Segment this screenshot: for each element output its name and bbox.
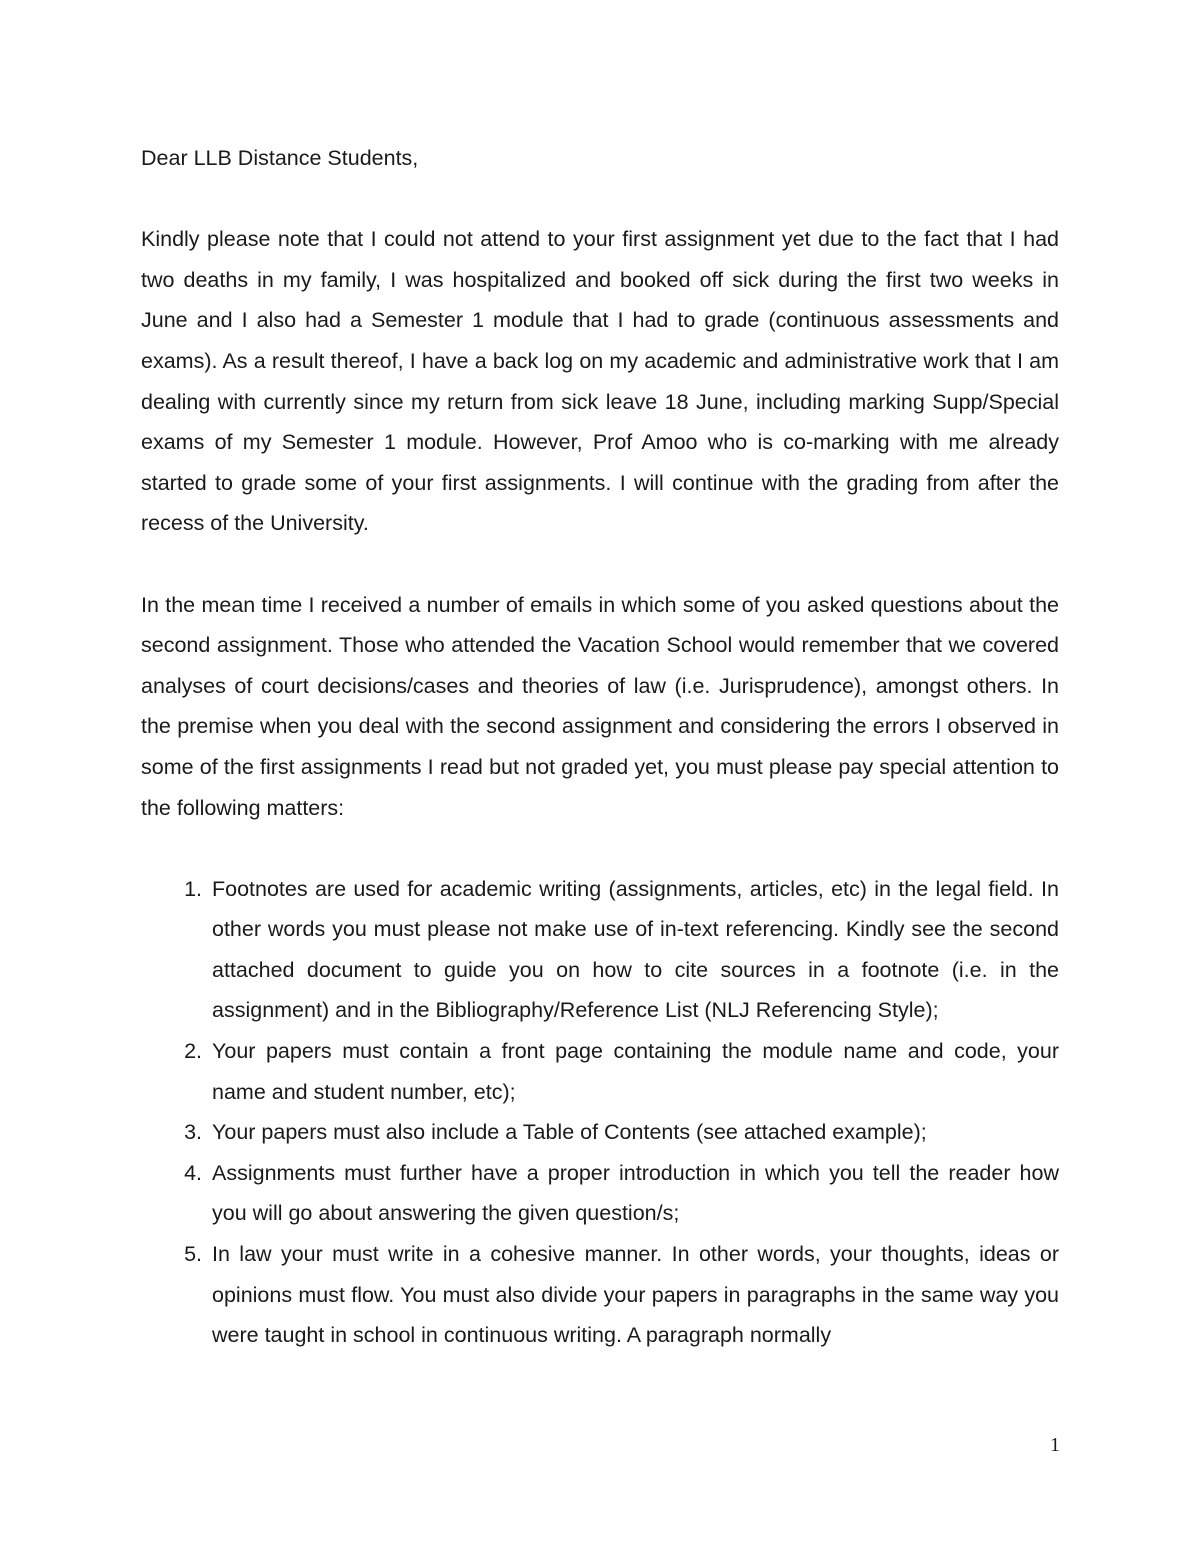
list-item-number: 3.	[184, 1120, 202, 1145]
page-number: 1	[1050, 1434, 1060, 1456]
list-item-text: In law your must write in a cohesive manner. In other words, your thoughts, ideas or opinions must flow. You must also divide your papers in paragraphs in the same way you were taught in school in continuous writing. A paragraph normally	[212, 1242, 1059, 1348]
list-item	[141, 869, 1059, 1031]
list-item-text: Footnotes are used for academic writing (assignments, articles, etc) in the legal field. In other words you must please not make use of in-text referencing. Kindly see the second attached document to guide you on how to cite sources in a footnote (i.e. in the assignment) and in the Bibliography/Reference List (NLJ Referencing Style);	[212, 876, 1059, 1023]
salutation: Dear LLB Distance Students,	[141, 146, 419, 170]
list-item-text: Your papers must also include a Table of Contents (see attached example);	[212, 1120, 927, 1145]
list-item-text: Your papers must contain a front page containing the module name and code, your name and student number, etc);	[212, 1039, 1059, 1104]
list-item-number: 5.	[184, 1242, 202, 1267]
list-item-number: 2.	[184, 1039, 202, 1064]
paragraph-second-assignment: In the mean time I received a number of emails in which some of you asked questions about the second assignment. Those who attended the Vacation School would remember that we covered analyses of court decisions/cases and theories of law (i.e. Jurisprudence), amongst others. In the premise when you deal with the second assignment and considering the errors I observed in some of the first assignments I read but not graded yet, you must please pay special attention to the following matters:	[141, 592, 1059, 820]
paragraph-assignment-delay: Kindly please note that I could not attend to your first assignment yet due to the fact that I had two deaths in my family, I was hospitalized and booked off sick during the first two weeks in June and I also had a Semester 1 module that I had to grade (continuous assessments and exams). As a result thereof, I have a back log on my academic and administrative work that I am dealing with currently since my return from sick leave 18 June, including marking Supp/Special exams of my Semester 1 module. However, Prof Amoo who is co-marking with me already started to grade some of your first assignments. I will continue with the grading from after the recess of the University.	[141, 227, 1059, 536]
letter-body	[141, 138, 1059, 1356]
list-item	[141, 1031, 1059, 1112]
list-item-number: 1.	[184, 876, 202, 901]
list-item-number: 4.	[184, 1160, 202, 1185]
list-item-text: Assignments must further have a proper introduction in which you tell the reader how you will go about answering the given question/s;	[212, 1160, 1059, 1226]
list-item	[141, 1112, 1059, 1153]
list-item	[141, 1234, 1059, 1356]
list-item	[141, 1153, 1059, 1234]
matters-list	[141, 869, 1059, 1356]
